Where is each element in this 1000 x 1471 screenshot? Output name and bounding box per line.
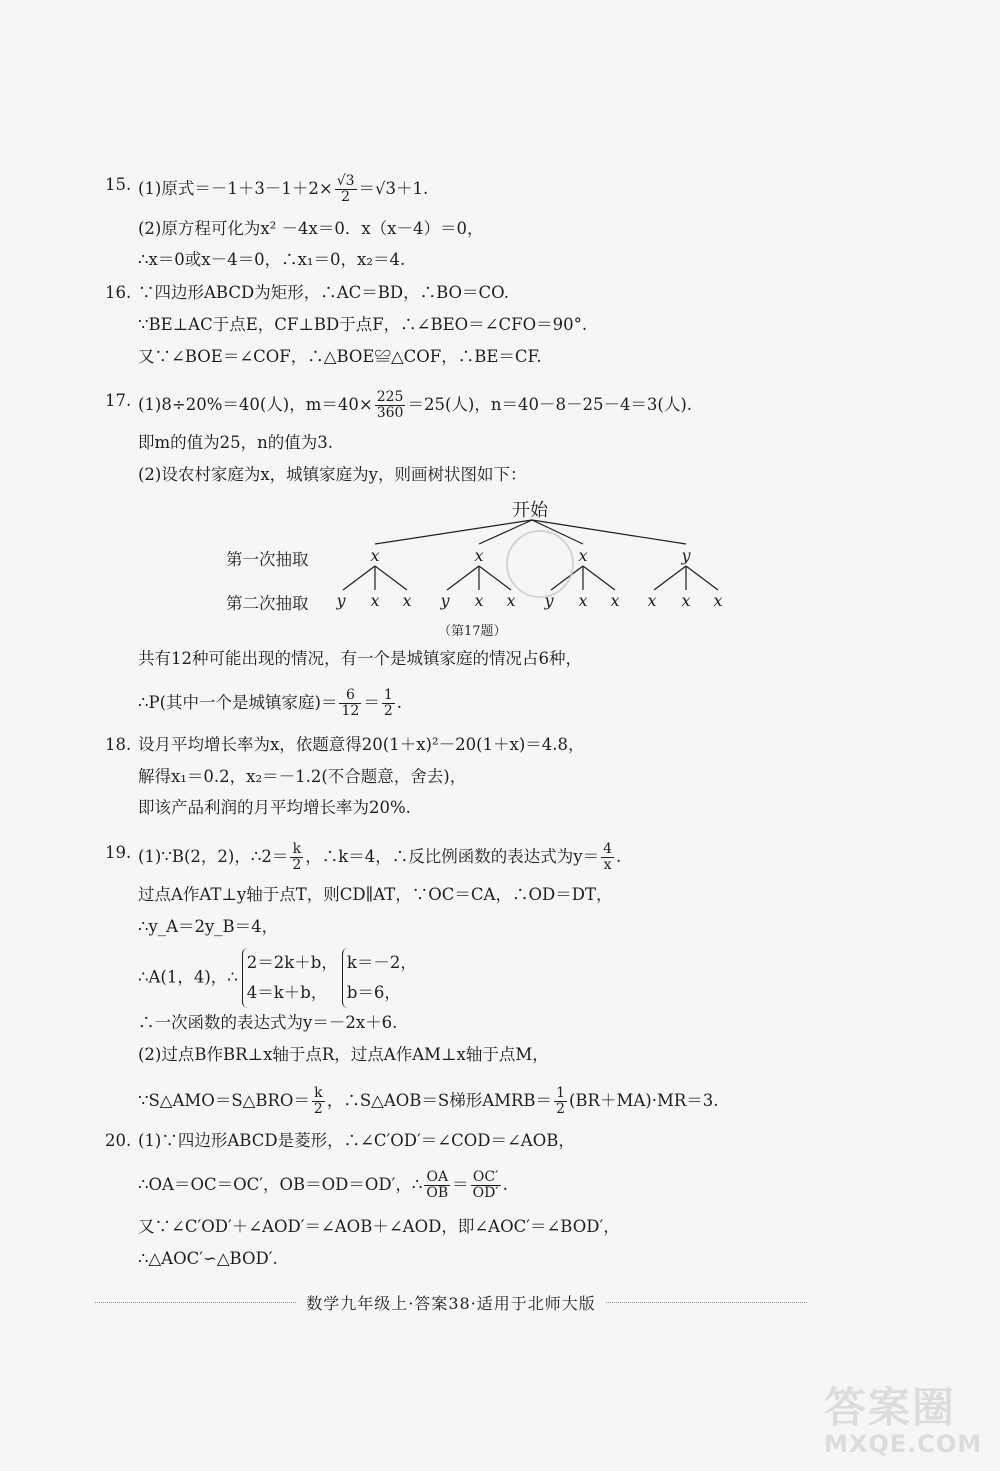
q19-line5: ∴一次函数的表达式为y＝－2x＋6. (138, 1013, 398, 1032)
watermark-logo (824, 1375, 989, 1465)
tree-second-6: x (506, 591, 516, 610)
tree-second-8: x (578, 591, 588, 610)
fraction: $\frac{OA}{OB}$ (426, 1169, 449, 1201)
q15-number: 15. (105, 175, 132, 194)
q17-line2: 即m的值为25，n的值为3. (138, 433, 334, 452)
q17-line4: 共有12种可能出现的情况，有一个是城镇家庭的情况占6种， (138, 649, 582, 668)
watermark-cn: 答案圈 (824, 1383, 957, 1432)
q15-line2: (2)原方程可化为x² －4x＝0．x（x－4）＝0， (138, 219, 484, 238)
watermark-en: MXQE.COM (824, 1430, 983, 1458)
q19-line4: ∴A(1，4)，∴ 2＝2k＋b， 4＝k＋b， k＝－2， b＝6， (138, 948, 417, 1008)
q18-number: 18. (105, 735, 132, 754)
tree-second-3: x (402, 591, 412, 610)
q16-line3: 又∵∠BOE＝∠COF，∴△BOE≌△COF，∴BE＝CF. (138, 347, 542, 366)
tree-row2-label: 第二次抽取 (226, 594, 309, 613)
stamp-graphic (506, 530, 574, 598)
q19-line2: 过点A作AT⊥y轴于点T，则CD∥AT，∵OC＝CA，∴OD＝DT， (138, 885, 613, 904)
fraction: $\frac{4}{x}$ (603, 841, 613, 873)
equation-system-solution: k＝－2， b＝6， (342, 948, 417, 1008)
page-footer (95, 1290, 807, 1314)
q19-number: 19. (105, 843, 132, 862)
footer-divider-right (606, 1302, 807, 1303)
q16-number: 16. (105, 283, 132, 302)
fraction: $\frac{OC'}{OD'}$ (472, 1169, 499, 1201)
tree-row1-label: 第一次抽取 (226, 550, 309, 569)
fraction: $\frac{k}{2}$ (313, 1085, 323, 1117)
q15-line1: (1)原式＝－1＋3－1＋2× $\frac{√3}{2}$ ＝√3＋1. (138, 173, 429, 205)
tree-second-2: x (370, 591, 380, 610)
q17-number: 17. (105, 391, 132, 410)
q16-line1: ∵四边形ABCD为矩形，∴AC＝BD，∴BO＝CO. (138, 283, 509, 302)
tree-first-4: y (681, 546, 691, 565)
tree-second-9: x (610, 591, 620, 610)
q18-line1: 设月平均增长率为x，依题意得20(1＋x)²－20(1＋x)＝4.8， (138, 735, 585, 754)
fraction: $\frac{225}{360}$ (376, 389, 404, 421)
q20-line3: 又∵∠C′OD′＋∠AOD′＝∠AOB＋∠AOD，即∠AOC′＝∠BOD′， (138, 1217, 620, 1236)
tree-second-5: x (474, 591, 484, 610)
tree-first-1: x (370, 546, 380, 565)
q18-line2: 解得x₁＝0.2，x₂＝－1.2(不合题意，舍去)， (138, 767, 467, 786)
tree-second-10: x (647, 591, 657, 610)
q16-line2: ∵BE⊥AC于点E，CF⊥BD于点F，∴∠BEO＝∠CFO＝90°. (138, 315, 588, 334)
fraction: $\frac{1}{2}$ (556, 1085, 565, 1117)
tree-caption: （第17题） (438, 624, 507, 639)
q20-line2: ∴OA＝OC＝OC′，OB＝OD＝OD′，∴ $\frac{OA}{OB}$ ＝ $\frac{OC'}{OD'}$ . (138, 1169, 508, 1201)
tree-first-2: x (474, 546, 484, 565)
fraction: $\frac{k}{2}$ (292, 841, 302, 873)
q17-line1: (1)8÷20%＝40(人)，m＝40× $\frac{225}{360}$ ＝25(人)，n＝40－8－25－4＝3(人). (138, 389, 693, 421)
q19-line6: (2)过点B作BR⊥x轴于点R，过点A作AM⊥x轴于点M， (138, 1045, 549, 1064)
footer-divider-left (95, 1302, 296, 1303)
q15-line3: ∴x＝0或x－4＝0，∴x₁＝0，x₂＝4. (138, 250, 406, 269)
q17-line3: (2)设农村家庭为x，城镇家庭为y，则画树状图如下： (138, 465, 527, 484)
q19-line7: ∵S△AMO＝S△BRO＝ $\frac{k}{2}$ ，∴S△AOB＝S梯形AMRB＝ $\frac{1}{2}$ (BR＋MA)·MR＝3. (138, 1085, 719, 1117)
tree-root: 开始 (512, 500, 548, 521)
q20-line4: ∴△AOC′∽△BOD′. (138, 1249, 278, 1268)
tree-second-12: x (713, 591, 723, 610)
footer-text: 数学九年级上·答案38·适用于北师大版 (306, 1293, 596, 1313)
q19-line1: (1)∵B(2，2)，∴2＝ $\frac{k}{2}$ ，∴k＝4，∴反比例函数的表达式为y＝ $\frac{4}{x}$ . (138, 841, 622, 873)
fraction: $\frac{6}{12}$ (341, 687, 360, 719)
equation-system: 2＝2k＋b， 4＝k＋b， (242, 948, 338, 1008)
q17-line5: ∴P(其中一个是城镇家庭)＝ $\frac{6}{12}$ ＝ $\frac{1}{2}$ . (138, 687, 402, 719)
fraction: $\frac{√3}{2}$ (336, 173, 355, 205)
q20-line1: (1)∵四边形ABCD是菱形，∴∠C′OD′＝∠COD＝∠AOB， (138, 1131, 575, 1150)
tree-second-11: x (681, 591, 691, 610)
q18-line3: 即该产品利润的月平均增长率为20%. (138, 798, 411, 817)
q19-line3: ∴y_A＝2y_B＝4， (138, 917, 279, 936)
q20-number: 20. (105, 1131, 132, 1150)
tree-second-4: y (440, 591, 450, 610)
tree-diagram (0, 0, 1000, 660)
tree-first-3: x (578, 546, 588, 565)
tree-second-7: y (544, 591, 554, 610)
tree-second-1: y (336, 591, 346, 610)
fraction: $\frac{1}{2}$ (383, 687, 393, 719)
